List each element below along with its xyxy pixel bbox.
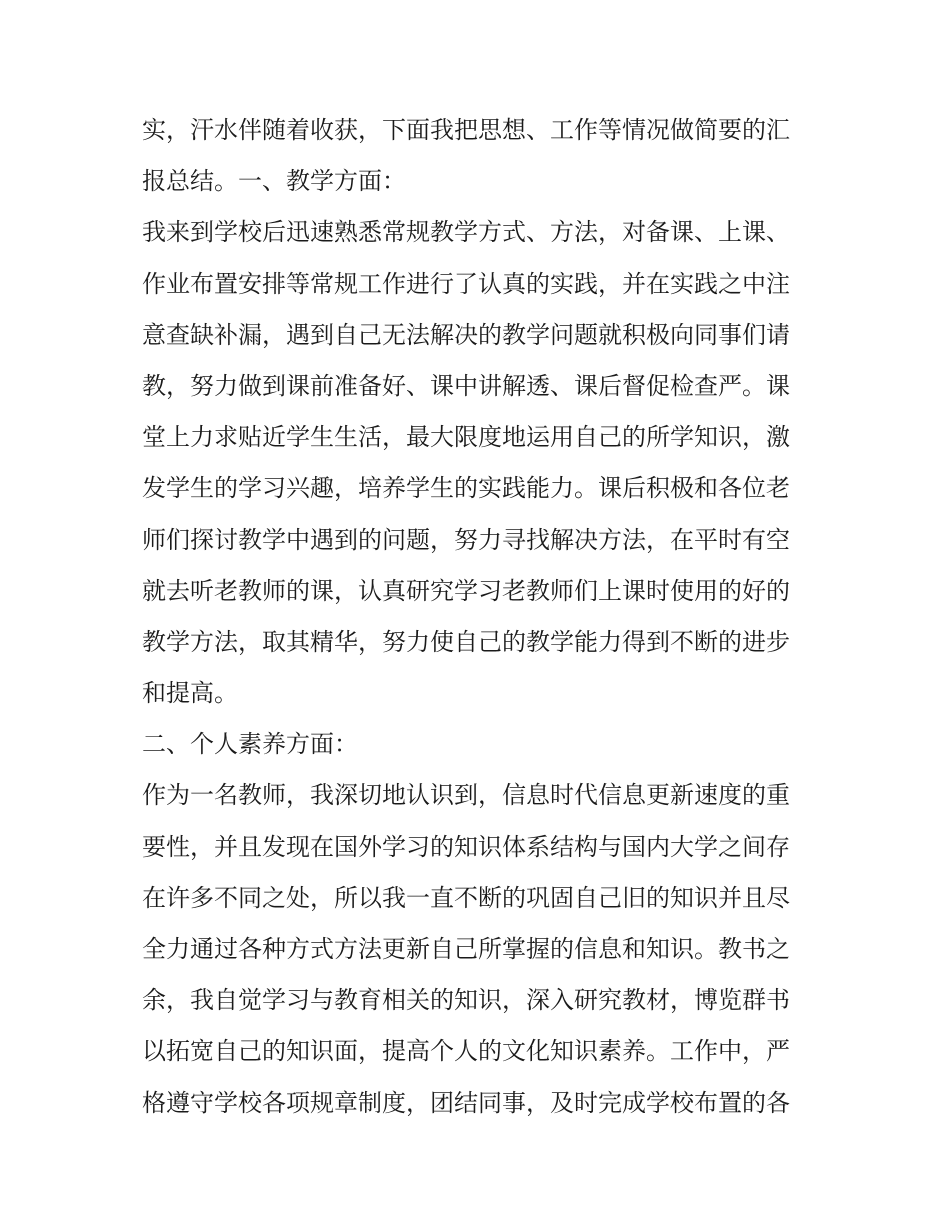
text-line: 教学方法，取其精华，努力使自己的教学能力得到不断的进步 xyxy=(142,627,790,656)
text-line: 作业布置安排等常规工作进行了认真的实践，并在实践之中注 xyxy=(142,269,790,298)
text-line: 作为一名教师，我深切地认识到，信息时代信息更新速度的重 xyxy=(142,781,790,810)
text-line: 要性，并且发现在国外学习的知识体系结构与国内大学之间存 xyxy=(142,832,790,861)
text-line: 师们探讨教学中遇到的问题，努力寻找解决方法，在平时有空 xyxy=(142,525,790,554)
text-line: 余，我自觉学习与教育相关的知识，深入研究教材，博览群书 xyxy=(142,986,790,1015)
text-line: 发学生的学习兴趣，培养学生的实践能力。课后积极和各位老 xyxy=(142,474,790,503)
text-line: 在许多不同之处，所以我一直不断的巩固自己旧的知识并且尽 xyxy=(142,883,790,912)
text-line: 全力通过各种方式方法更新自己所掌握的信息和知识。教书之 xyxy=(142,935,790,963)
text-line: 堂上力求贴近学生生活，最大限度地运用自己的所学知识，激 xyxy=(142,423,790,452)
document-body xyxy=(142,105,810,1129)
text-line: 就去听老教师的课，认真研究学习老教师们上课时使用的好的 xyxy=(142,576,790,605)
section-heading: 二、个人素养方面： xyxy=(142,730,358,759)
text-line: 报总结。一、教学方面： xyxy=(142,167,406,196)
text-line: 实，汗水伴随着收获，下面我把思想、工作等情况做简要的汇 xyxy=(142,116,790,144)
text-line: 意查缺补漏，遇到自己无法解决的教学问题就积极向同事们请 xyxy=(142,320,790,349)
text-line: 格遵守学校各项规章制度，团结同事，及时完成学校布置的各 xyxy=(142,1088,790,1117)
text-line: 以拓宽自己的知识面，提高个人的文化知识素养。工作中，严 xyxy=(142,1037,790,1066)
text-line: 我来到学校后迅速熟悉常规教学方式、方法，对备课、上课、 xyxy=(142,218,790,247)
text-line: 教，努力做到课前准备好、课中讲解透、课后督促检查严。课 xyxy=(142,371,790,400)
text-line: 和提高。 xyxy=(142,679,238,708)
